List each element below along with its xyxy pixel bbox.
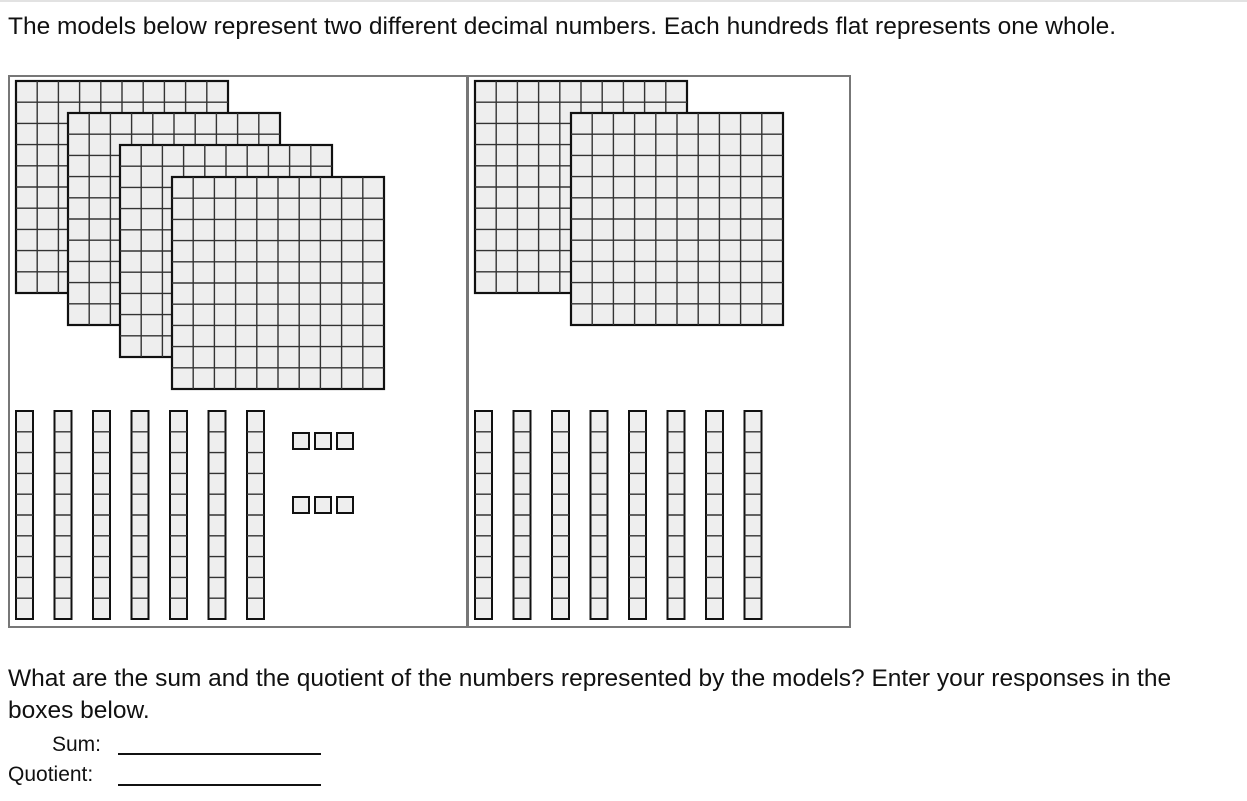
tenths-rod: [745, 411, 762, 619]
tenths-rod: [209, 411, 226, 619]
model-right-drawing: [469, 77, 853, 630]
hundredths-unit: [315, 433, 331, 449]
tenths-rod: [55, 411, 72, 619]
quotient-input[interactable]: [118, 784, 321, 786]
hundredths-unit: [293, 433, 309, 449]
quotient-label: Quotient:: [8, 763, 94, 786]
question-intro: The models below represent two different decimal numbers. Each hundreds flat represents one whole.: [8, 13, 1117, 40]
tenths-rod: [591, 411, 608, 619]
tenths-rod: [247, 411, 264, 619]
model-left-drawing: [10, 77, 470, 630]
hundredths-unit: [337, 497, 353, 513]
hundreds-flat: [172, 177, 384, 389]
hundredths-unit: [337, 433, 353, 449]
hundredths-unit: [293, 497, 309, 513]
hundreds-flat: [571, 113, 783, 325]
sum-label: Sum:: [52, 733, 102, 756]
tenths-rod: [706, 411, 723, 619]
tenths-rod: [93, 411, 110, 619]
sum-input[interactable]: [118, 753, 321, 755]
tenths-rod: [514, 411, 531, 619]
tenths-rod: [552, 411, 569, 619]
tenths-rod: [475, 411, 492, 619]
tenths-rod: [132, 411, 149, 619]
tenths-rod: [668, 411, 685, 619]
tenths-rod: [170, 411, 187, 619]
top-border: [0, 0, 1247, 2]
tenths-rod: [16, 411, 33, 619]
tenths-rod: [629, 411, 646, 619]
model-left: [8, 75, 468, 628]
model-right: [467, 75, 851, 628]
question-prompt: What are the sum and the quotient of the numbers represented by the models? Enter your responses in the boxes below.: [8, 665, 1172, 724]
hundredths-unit: [315, 497, 331, 513]
